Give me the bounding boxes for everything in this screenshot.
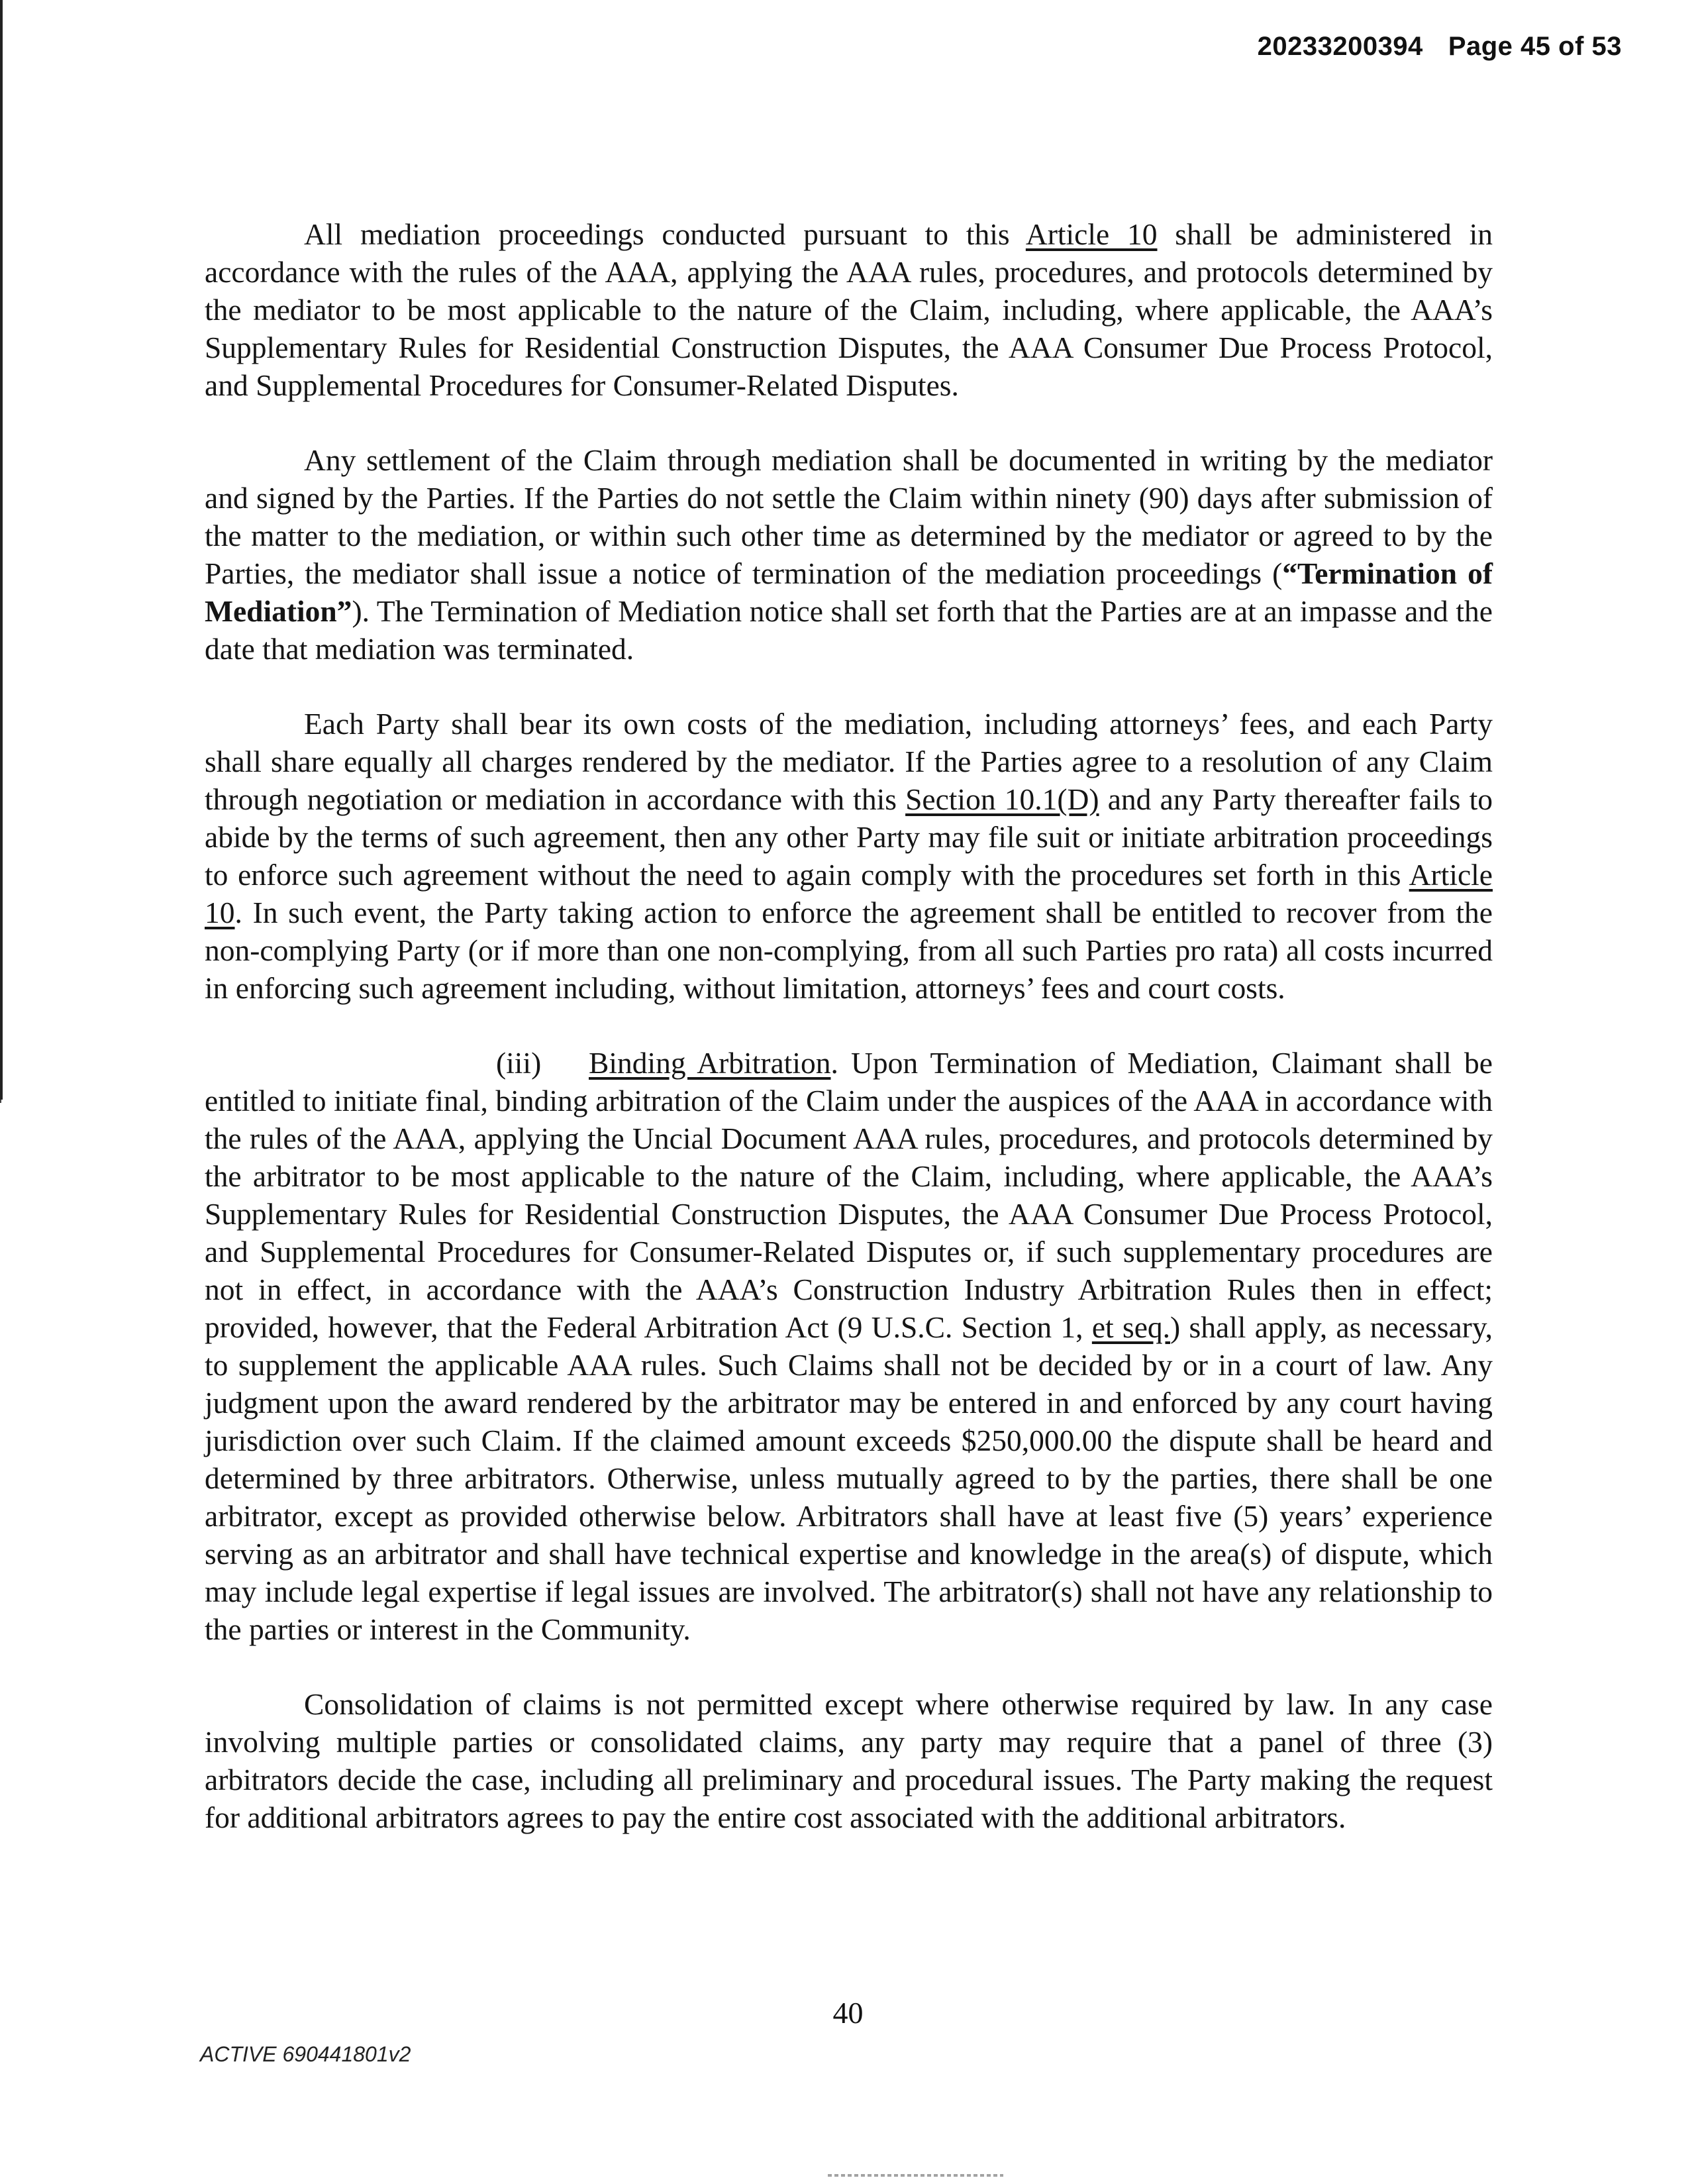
section-10-1-d-reference: Section 10.1(D)	[905, 782, 1099, 816]
subsection-number: (iii)	[496, 1046, 542, 1080]
et-seq-text: et seq.	[1091, 1310, 1171, 1344]
paragraph-settlement	[205, 441, 1493, 668]
page-number: 40	[832, 1996, 864, 2030]
page-header	[1258, 32, 1622, 62]
paragraph-consolidation	[205, 1685, 1493, 1836]
paragraph-text: . Upon Termination of Mediation, Claimant shall be entitled to initiate final, binding arbitration of the Claim under the auspices of the AAA in accordance with the rules of the AAA, applying the Uncial Document AAA rules, procedures, and protocols determined by the arbitrator to be most applicable to the nature of the Claim, including, where applicable, the AAA’s Supplementary Rules for Residential Construction Disputes, the AAA Consumer Due Process Protocol, and Supplemental Procedures for Consumer-Related Disputes or, if such supplementary procedures are not in effect, in accordance with the AAA’s Construction Industry Arbitration Rules then in effect; provided, however, that the Federal Arbitration Act (9 U.S.C. Section 1,	[205, 1046, 1493, 1344]
scan-left-border	[0, 0, 3, 1100]
paragraph-text: Any settlement of the Claim through mediation shall be documented in writing by the mediator and signed by the Parties. If the Parties do not settle the Claim within ninety (90) days after submission of the matter to the mediation, or within such other time as determined by the mediator or agreed to by the Parties, the mediator shall issue a notice of termination of the mediation proceedings (	[205, 443, 1493, 590]
paragraph-text: shall be administered in accordance with the rules of the AAA, applying the AAA rules, procedures, and protocols determined by the mediator to be most applicable to the nature of the Claim, including, where applicable, the AAA’s Supplementary Rules for Residential Construction Disputes, the AAA Consumer Due Process Protocol, and Supplemental Procedures for Consumer-Related Disputes.	[205, 217, 1493, 402]
footer-document-id	[200, 2042, 411, 2067]
paragraph-text: . In such event, the Party taking action to enforce the agreement shall be entitled to recover from the non-complying Party (or if more than one non-complying, from all such Parties pro rata) all costs incurred in enforcing such agreement including, without limitation, attorneys’ fees and court costs.	[205, 896, 1493, 1005]
termination-of-mediation-term: “Termination of Mediation”	[205, 556, 1493, 628]
paragraph-mediation-costs	[205, 705, 1493, 1007]
paragraph-text: All mediation proceedings conducted pursuant to this	[304, 217, 1026, 251]
document-number: 20233200394	[1257, 32, 1423, 61]
paragraph-text: Each Party shall bear its own costs of the mediation, including attorneys’ fees, and each Party shall share equally all charges rendered by the mediator. If the Parties agree to a resolution of any Claim through negotiation or mediation in accordance with this	[205, 707, 1493, 816]
paragraph-text: and any Party thereafter fails to abide by the terms of such agreement, then any other Party may file suit or initiate arbitration proceedings to enforce such agreement without the need to again comply with the procedures set forth in this	[205, 782, 1493, 892]
paragraph-binding-arbitration	[205, 1044, 1493, 1648]
binding-arbitration-heading: Binding Arbitration	[589, 1046, 831, 1080]
scan-bottom-mark	[828, 2174, 1003, 2177]
paragraph-text: ). The Termination of Mediation notice shall set forth that the Parties are at an impasse and the date that mediation was terminated.	[205, 594, 1493, 666]
document-body	[205, 215, 1493, 1873]
paragraph-text: ) shall apply, as necessary, to supplement the applicable AAA rules. Such Claims shall not be decided by or in a court of law. Any judgment upon the award rendered by the arbitrator may be entered in and enforced by any court having jurisdiction over such Claim. If the claimed amount exceeds $250,000.00 the dispute shall be heard and determined by three arbitrators. Otherwise, unless mutually agreed to by the parties, there shall be one arbitrator, except as provided otherwise below. Arbitrators shall have at least five (5) years’ experience serving as an arbitrator and shall have technical expertise and knowledge in the area(s) of dispute, which may include legal expertise if legal issues are involved. The arbitrator(s) shall not have any relationship to the parties or interest in the Community.	[205, 1310, 1493, 1646]
page-counter: Page 45 of 53	[1448, 32, 1622, 61]
paragraph-mediation-administration	[205, 215, 1493, 404]
scan-left-mark	[0, 1100, 1, 1103]
document-id: ACTIVE 690441801v2	[200, 2042, 411, 2066]
article-10-reference: Article 10	[205, 858, 1493, 929]
paragraph-text: Consolidation of claims is not permitted except where otherwise required by law. In any case involving multiple parties or consolidated claims, any party may require that a panel of three (3) arbitrators decide the case, including all preliminary and procedural issues. The Party making the request for additional arbitrators agrees to pay the entire cost associated with the additional arbitrators.	[205, 1687, 1493, 1834]
article-10-reference: Article 10	[1025, 217, 1158, 251]
